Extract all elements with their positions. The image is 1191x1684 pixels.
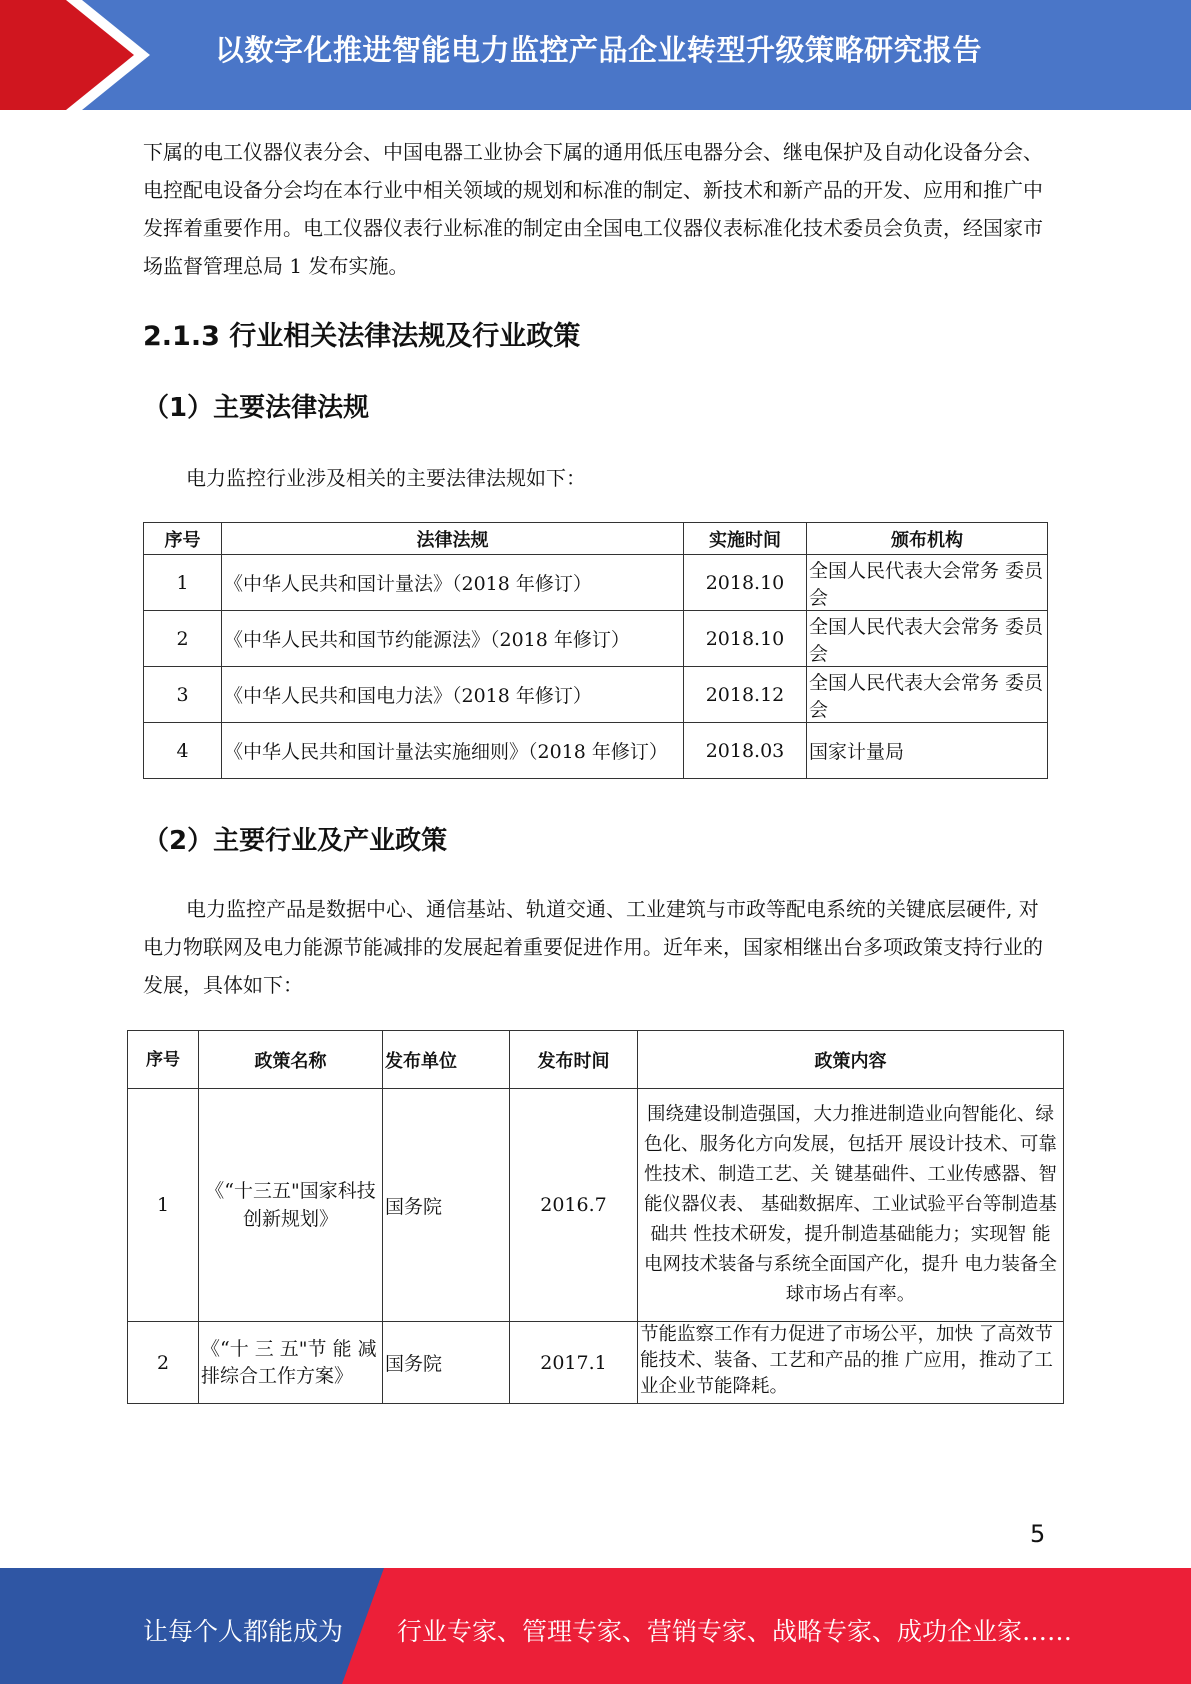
issuing-body: 全国人民代表大会常务 委员会 <box>807 555 1048 611</box>
chevron-arrow-icon <box>0 0 150 110</box>
issuing-body: 全国人民代表大会常务 委员会 <box>807 611 1048 667</box>
policy-date: 2017.1 <box>510 1322 638 1404</box>
row-number: 2 <box>128 1322 199 1404</box>
effective-date: 2018.10 <box>684 555 807 611</box>
footer-slogan-right: 行业专家、管理专家、营销专家、战略专家、成功企业家…… <box>397 1617 1073 1646</box>
table-row <box>144 667 1048 723</box>
footer-banner <box>0 1568 1191 1684</box>
row-number: 1 <box>144 555 222 611</box>
issuing-body: 国家计量局 <box>807 723 1048 779</box>
policy-content: 节能监察工作有力促进了市场公平，加快 了高效节能技术、装备、工艺和产品的推 广应用，推动了工业企业节能降耗。 <box>638 1322 1064 1404</box>
row-number: 3 <box>144 667 222 723</box>
page-number: 5 <box>1030 1520 1046 1548</box>
column-header: 法律法规 <box>222 523 684 555</box>
row-number: 4 <box>144 723 222 779</box>
law-name: 《中华人民共和国电力法》（2018 年修订） <box>222 667 684 723</box>
table-header-row <box>144 523 1048 555</box>
row-number: 2 <box>144 611 222 667</box>
column-header: 序号 <box>144 523 222 555</box>
column-header: 发布时间 <box>510 1031 638 1089</box>
policy-issuer: 国务院 <box>383 1089 510 1322</box>
intro-paragraph: 下属的电工仪器仪表分会、中国电器工业协会下属的通用低压电器分会、继电保护及自动化设备分会、电控配电设备分会均在本行业中相关领域的规划和标准的制定、新技术和新产品的开发、应用和推广中发挥着重要作用。电工仪器仪表行业标准的制定由全国电工仪器仪表标准化技术委员会负责，经国家市场监督管理总局 1 发布实施。 <box>143 140 1043 278</box>
table-row <box>128 1322 1064 1404</box>
header-banner <box>0 0 1191 110</box>
effective-date: 2018.03 <box>684 723 807 779</box>
policy-name: 《“十三五"国家科技创新规划》 <box>199 1089 383 1322</box>
law-name: 《中华人民共和国节约能源法》（2018 年修订） <box>222 611 684 667</box>
law-name: 《中华人民共和国计量法实施细则》（2018 年修订） <box>222 723 684 779</box>
table-header-row <box>128 1031 1064 1089</box>
column-header: 政策名称 <box>199 1031 383 1089</box>
subsection-heading-policies: （2）主要行业及产业政策 <box>143 826 448 856</box>
policy-date: 2016.7 <box>510 1089 638 1322</box>
policy-name: 《“十 三 五"节 能 减排综合工作方案》 <box>199 1322 383 1404</box>
table-row <box>144 611 1048 667</box>
issuing-body: 全国人民代表大会常务 委员会 <box>807 667 1048 723</box>
laws-table <box>143 522 1048 779</box>
footer-slogan-left: 让每个人都能成为 <box>143 1617 344 1646</box>
report-title: 以数字化推进智能电力监控产品企业转型升级策略研究报告 <box>215 33 983 67</box>
row-number: 1 <box>128 1089 199 1322</box>
policy-content: 围绕建设制造强国，大力推进制造业向智能化、绿色化、服务化方向发展，包括开 展设计技术、可靠性技术、制造工艺、关 键基础件、工业传感器、智能仪器仪表、 基础数据库、工业试验平台等制造基础共 性技术研发，提升制造基础能力；实现智 能电网技术装备与系统全面国产化，提升 电力装备全球市场占有率。 <box>638 1089 1064 1322</box>
column-header: 实施时间 <box>684 523 807 555</box>
table-row <box>144 723 1048 779</box>
policies-table <box>127 1030 1064 1404</box>
table-row <box>128 1089 1064 1322</box>
table-row <box>144 555 1048 611</box>
column-header: 序号 <box>128 1031 199 1089</box>
column-header: 颁布机构 <box>807 523 1048 555</box>
effective-date: 2018.10 <box>684 611 807 667</box>
policy-issuer: 国务院 <box>383 1322 510 1404</box>
subsection-heading-laws: （1）主要法律法规 <box>143 393 370 423</box>
section-heading: 2.1.3 行业相关法律法规及行业政策 <box>143 321 581 352</box>
effective-date: 2018.12 <box>684 667 807 723</box>
policies-paragraph: 电力监控产品是数据中心、通信基站、轨道交通、工业建筑与市政等配电系统的关键底层硬件, 对电力物联网及电力能源节能减排的发展起着重要促进作用。近年来，国家相继出台多项政策支持行业的发展，具体如下： <box>143 897 1043 997</box>
column-header: 政策内容 <box>638 1031 1064 1089</box>
laws-lead-text: 电力监控行业涉及相关的主要法律法规如下： <box>186 466 586 490</box>
column-header: 发布单位 <box>383 1031 510 1089</box>
law-name: 《中华人民共和国计量法》（2018 年修订） <box>222 555 684 611</box>
